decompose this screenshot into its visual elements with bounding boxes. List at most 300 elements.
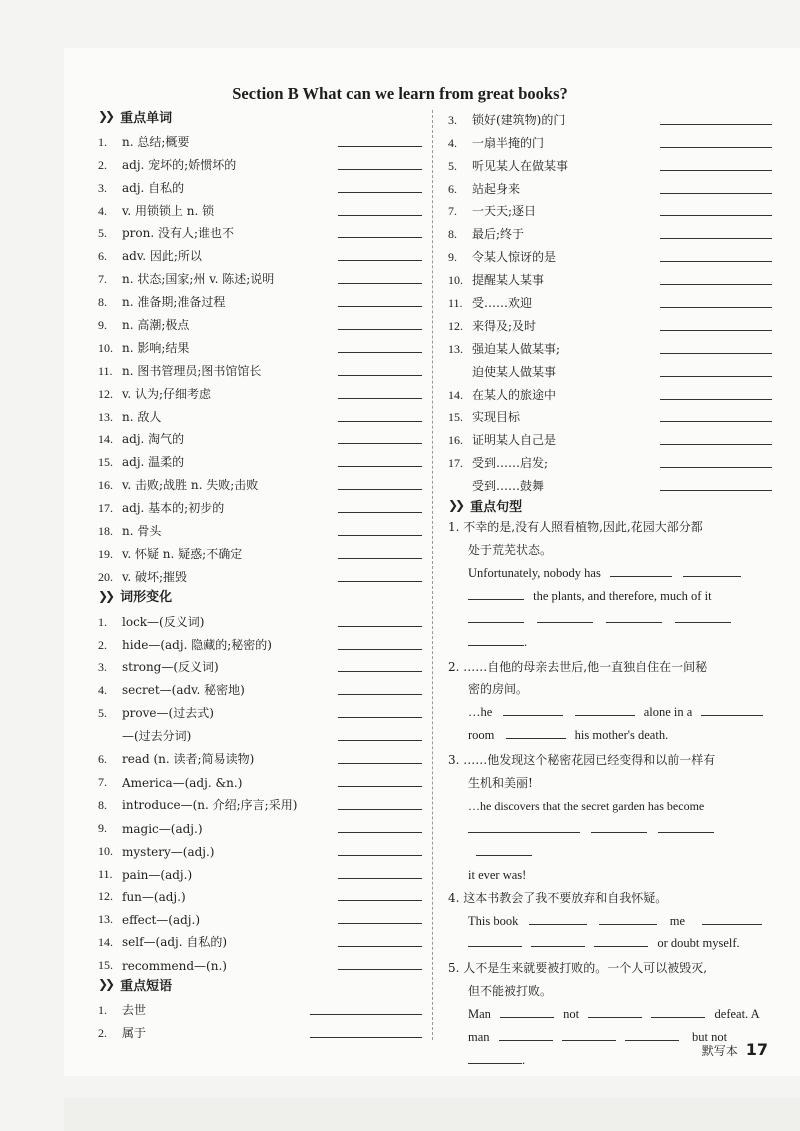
answer-blank[interactable] [338,453,422,467]
vocab-item [98,356,422,379]
item-number: 3. [448,112,457,127]
item-prompt: 锁好(建筑物)的门 [472,112,566,127]
vocab-item [98,264,422,287]
item-number: 10. [98,843,113,858]
form-item [98,653,422,676]
answer-blank[interactable] [468,821,580,833]
answer-blank[interactable] [660,317,772,331]
answer-blank[interactable] [338,408,422,422]
item-number: 3. [98,180,107,195]
answer-blank[interactable] [338,636,422,650]
vocab-item [98,562,422,585]
answer-blank[interactable] [338,727,422,741]
form-item [98,882,422,905]
item-prompt: n. 敌人 [122,409,162,424]
answer-blank[interactable] [701,704,763,716]
form-item [98,950,422,973]
item-prompt: n. 状态;国家;州 v. 陈述;说明 [122,272,275,287]
phrases-list-left [98,995,422,1041]
answer-blank[interactable] [338,270,422,284]
item-prompt: 迫使某人做某事 [472,364,557,379]
item-prompt: v. 怀疑 n. 疑惑;不确定 [122,546,243,561]
answer-blank[interactable] [675,611,731,623]
item-prompt: 提醒某人某事 [472,273,545,288]
item-prompt: 在某人的旅途中 [472,387,557,402]
item-number: 9. [98,318,107,333]
item-prompt: adj. 自私的 [122,180,185,195]
vocab-item [98,219,422,242]
double-chevron-icon: ❯❯ [448,498,463,513]
sentence-en: This book [468,913,519,928]
phrase-item [448,151,772,174]
phrases-list-right [448,105,772,494]
item-number: 14. [98,935,113,950]
phrase-item [448,311,772,334]
item-prompt: pron. 没有人;谁也不 [122,226,235,241]
sentence-zh: 3. ……他发现这个秘密花园已经变得和以前一样有 [448,753,716,768]
answer-blank[interactable] [606,611,662,623]
answer-blank[interactable] [660,202,772,216]
vocab-item [98,516,422,539]
answer-blank[interactable] [562,1029,616,1041]
form-item [98,836,422,859]
sentence-en: man [468,1030,490,1045]
item-prompt: lock—(反义词) [122,614,205,629]
vocab-item [98,333,422,356]
item-prompt: n. 骨头 [122,524,162,539]
answer-blank[interactable] [338,750,422,764]
page-title: Section B What can we learn from great books? [232,84,568,103]
answer-blank[interactable] [338,179,422,193]
answer-blank[interactable] [658,821,714,833]
answer-blank[interactable] [338,796,422,810]
phrase-item [448,174,772,197]
answer-blank[interactable] [338,704,422,718]
vocab-item [98,241,422,264]
answer-blank[interactable] [468,634,524,646]
item-prompt: adj. 温柔的 [122,455,185,470]
item-number: 1. [98,614,107,629]
phrase-item [448,380,772,403]
vocab-item [98,310,422,333]
item-prompt: n. 总结;概要 [122,134,190,149]
item-number: 18. [98,524,113,539]
form-item [98,767,422,790]
sentence-zh: 5. 人不是生来就要被打败的。一个人可以被毁灭, [448,961,708,976]
item-prompt: n. 影响;结果 [122,340,190,355]
item-prompt: 令某人惊讶的是 [472,250,557,265]
sentence-zh: 生机和美丽! [468,776,533,791]
page-footer [702,1040,768,1059]
section-header-forms [98,585,422,607]
answer-blank[interactable] [660,294,772,308]
item-prompt: 实现目标 [472,410,521,425]
item-prompt: n. 高潮;极点 [122,318,190,333]
answer-blank[interactable] [651,1006,705,1018]
answer-blank[interactable] [499,1029,553,1041]
answer-blank[interactable] [338,133,422,147]
sentence-en: …he discovers that the secret garden has become [468,799,705,814]
item-number: 4. [98,683,107,698]
sentence-2 [448,656,772,748]
vocab-item [98,287,422,310]
answer-blank[interactable] [338,430,422,444]
vocab-item [98,127,422,150]
item-prompt: pain—(adj.) [122,867,193,882]
item-prompt: effect—(adj.) [122,913,201,928]
item-prompt: v. 认为;仔细考虑 [122,386,212,401]
answer-blank[interactable] [660,386,772,400]
sentence-en: or doubt myself. [657,936,740,951]
sentence-en: it ever was! [468,867,527,882]
answer-blank[interactable] [338,156,422,170]
item-number: 10. [98,340,113,355]
sentence-en: alone in a [643,705,693,720]
item-prompt: 强迫某人做某事; [472,341,561,356]
item-prompt: 来得及;及时 [472,318,537,333]
item-number: 11. [448,296,463,311]
form-item [98,744,422,767]
form-item [98,607,422,630]
answer-blank[interactable] [610,565,672,577]
item-number: 6. [98,249,107,264]
item-prompt: 属于 [122,1025,147,1040]
sentence-zh: 4. 这本书教会了我不要放弃和自我怀疑。 [448,890,668,905]
item-number: 14. [448,387,463,402]
answer-blank[interactable] [338,202,422,216]
answer-blank[interactable] [575,704,635,716]
answer-blank[interactable] [537,611,593,623]
sentence-en: room [468,728,495,743]
item-prompt: magic—(adj.) [122,821,203,836]
phrase-item [448,288,772,311]
footer-label: 默写本 [701,1044,738,1058]
phrase-item [448,242,772,265]
item-number: 10. [448,273,463,288]
column-divider [432,110,433,1040]
vocab-list [98,127,422,585]
item-number: 16. [448,433,463,448]
item-prompt: 受到……启发; [472,456,549,471]
vocab-item [98,173,422,196]
phrase-item [448,448,772,471]
answer-blank[interactable] [500,1006,554,1018]
form-item [98,630,422,653]
section-header-vocab [98,105,422,127]
section-title: 重点短语 [120,978,173,994]
sentence-en: but not [692,1030,728,1045]
item-number: 5. [448,158,457,173]
item-number: 7. [98,272,107,287]
item-number: 5. [98,226,107,241]
answer-blank[interactable] [338,293,422,307]
sentence-en: Man [468,1007,491,1022]
answer-blank[interactable] [660,340,772,354]
sentence-en: the plants, and therefore, much of it [533,588,712,603]
phrase-item [98,995,422,1018]
item-prompt: 一扇半掩的门 [472,135,545,150]
form-item [98,721,422,744]
item-prompt: n. 图书管理员;图书馆馆长 [122,363,262,378]
sentence-en: not [563,1007,580,1022]
answer-blank[interactable] [468,588,524,600]
item-prompt: America—(adj. &n.) [122,775,243,790]
vocab-item [98,425,422,448]
item-prompt: adj. 淘气的 [122,432,185,447]
answer-blank[interactable] [476,844,532,856]
answer-blank[interactable] [338,316,422,330]
item-number: 9. [448,250,457,265]
form-item [98,904,422,927]
vocab-item [98,493,422,516]
answer-blank[interactable] [660,111,772,125]
phrase-item [448,265,772,288]
form-item [98,675,422,698]
item-number: 5. [98,706,107,721]
form-item [98,927,422,950]
item-prompt: adj. 基本的;初步的 [122,501,225,516]
vocab-item [98,150,422,173]
item-prompt: 一天天;逐日 [472,204,537,219]
answer-blank[interactable] [529,913,587,925]
answer-blank[interactable] [588,1006,642,1018]
item-prompt: read (n. 读者;简易读物) [122,752,255,767]
item-number: 2. [98,1025,107,1040]
answer-blank[interactable] [660,271,772,285]
item-prompt: introduce—(n. 介绍;序言;采用) [122,797,298,812]
sentence-en: me [669,913,686,928]
item-number: 20. [98,569,113,584]
item-prompt: 最后;终于 [472,227,525,242]
item-number: 13. [98,409,113,424]
answer-blank[interactable] [338,476,422,490]
item-prompt: fun—(adj.) [122,890,186,905]
double-chevron-icon: ❯❯ [98,109,113,123]
phrase-item [448,105,772,128]
phrase-item [448,197,772,220]
item-number: 17. [448,456,463,471]
item-prompt: 去世 [122,1002,147,1017]
item-prompt: 受……欢迎 [472,296,533,311]
answer-blank[interactable] [506,727,566,739]
item-number: 19. [98,546,113,561]
phrase-item [448,334,772,357]
vocab-item [98,379,422,402]
sentence-3 [448,749,772,886]
answer-blank[interactable] [503,704,563,716]
item-prompt: hide—(adj. 隐藏的;秘密的) [122,637,272,652]
item-number: 6. [448,181,457,196]
item-number: 1. [98,134,107,149]
answer-blank[interactable] [660,408,772,422]
item-number: 1. [98,1002,107,1017]
item-number: 8. [98,797,107,812]
section-title: 词形变化 [120,590,173,606]
item-number: 15. [98,958,113,973]
left-column [98,105,422,1041]
forms-list [98,607,422,973]
item-prompt: n. 准备期;准备过程 [122,295,226,310]
item-number: 7. [98,774,107,789]
answer-blank[interactable] [338,773,422,787]
answer-blank[interactable] [338,522,422,536]
right-column [448,105,772,1072]
double-chevron-icon: ❯❯ [98,588,113,603]
section-header-sentences [448,494,772,516]
phrase-item [448,128,772,151]
item-number: 15. [448,410,463,425]
answer-blank[interactable] [338,933,422,947]
sentence-1: 1. 不幸的是,没有人照看植物,因此,花园大部分都 处于荒芜状态。 Unfortunately, nobody has the plants, and therefore, much of it . [448,516,772,653]
answer-blank[interactable] [468,1052,522,1064]
sentence-zh: 但不能被打败。 [468,984,553,999]
sentence-en: …he [468,705,493,720]
item-prompt: —(过去分词) [122,729,192,744]
sentence-5: 5. 人不是生来就要被打败的。一个人可以被毁灭, 但不能被打败。 Man not defeat. A man but not . [448,957,772,1072]
answer-blank[interactable] [338,499,422,513]
item-prompt: recommend—(n.) [122,959,227,974]
item-number: 11. [98,866,113,881]
section-title: 重点单词 [120,110,173,126]
bottom-margin-strip [64,1098,800,1131]
item-number: 4. [98,203,107,218]
answer-blank[interactable] [338,545,422,559]
item-number: 12. [98,386,113,401]
answer-blank[interactable] [660,454,772,468]
item-prompt: 受到……鼓舞 [472,479,545,494]
answer-blank[interactable] [594,935,648,947]
item-number: 13. [448,341,463,356]
answer-blank[interactable] [338,956,422,970]
item-number: 2. [98,157,107,172]
item-number: 16. [98,478,113,493]
item-number: 7. [448,204,457,219]
answer-blank[interactable] [660,363,772,377]
answer-blank[interactable] [338,887,422,901]
answer-blank[interactable] [591,821,647,833]
item-prompt: self—(adj. 自私的) [122,935,228,950]
answer-blank[interactable] [338,658,422,672]
answer-blank[interactable] [338,247,422,261]
item-prompt: 站起身来 [472,181,521,196]
vocab-item [98,196,422,219]
section-title: 重点句型 [470,499,523,515]
answer-blank[interactable] [702,913,762,925]
answer-blank[interactable] [660,477,772,491]
item-number: 6. [98,752,107,767]
sentence-zh: 密的房间。 [468,682,529,697]
phrase-item [448,425,772,448]
phrase-item [448,471,772,494]
form-item [98,813,422,836]
item-prompt: v. 击败;战胜 n. 失败;击败 [122,478,259,493]
item-number: 4. [448,135,457,150]
sentence-4 [448,887,772,956]
vocab-item [98,402,422,425]
item-prompt: adj. 宠坏的;娇惯坏的 [122,157,237,172]
answer-blank[interactable] [338,224,422,238]
answer-blank[interactable] [660,180,772,194]
item-prompt: 证明某人自己是 [472,433,557,448]
answer-blank[interactable] [338,842,422,856]
answer-blank[interactable] [660,134,772,148]
answer-blank[interactable] [338,613,422,627]
item-number: 17. [98,501,113,516]
item-prompt: v. 用锁锁上 n. 锁 [122,203,215,218]
item-number: 11. [98,363,113,378]
answer-blank[interactable] [338,362,422,376]
answer-blank[interactable] [660,157,772,171]
item-number: 15. [98,455,113,470]
item-number: 14. [98,432,113,447]
answer-blank[interactable] [310,1024,422,1038]
vocab-item [98,447,422,470]
answer-blank[interactable] [683,565,741,577]
sentence-en: Unfortunately, nobody has [468,565,601,580]
sentence-en: defeat. A [714,1007,760,1022]
item-number: 13. [98,912,113,927]
answer-blank[interactable] [338,865,422,879]
phrase-item [448,219,772,242]
answer-blank[interactable] [338,910,422,924]
item-number: 8. [448,227,457,242]
answer-blank[interactable] [338,819,422,833]
sentence-zh: 1. 不幸的是,没有人照看植物,因此,花园大部分都 [448,520,703,535]
item-number: 3. [98,660,107,675]
item-prompt: adv. 因此;所以 [122,249,202,264]
sentence-zh: 2. ……自他的母亲去世后,他一直独自住在一间秘 [448,659,708,674]
answer-blank[interactable] [338,385,422,399]
phrase-item [448,357,772,380]
item-number: 12. [98,889,113,904]
answer-blank[interactable] [660,431,772,445]
answer-blank[interactable] [338,339,422,353]
answer-blank[interactable] [310,1001,422,1015]
form-item [98,698,422,721]
answer-blank[interactable] [599,913,657,925]
answer-blank[interactable] [660,248,772,262]
item-prompt: mystery—(adj.) [122,844,215,859]
item-number: 2. [98,637,107,652]
answer-blank[interactable] [468,935,522,947]
section-header-phrases [98,973,422,995]
page-number: 17 [745,1040,768,1059]
answer-blank[interactable] [338,568,422,582]
answer-blank[interactable] [468,611,524,623]
phrase-item [448,403,772,426]
form-item [98,859,422,882]
item-prompt: secret—(adv. 秘密地) [122,683,245,698]
answer-blank[interactable] [660,225,772,239]
phrase-item [98,1018,422,1041]
answer-blank[interactable] [625,1029,679,1041]
vocab-item [98,539,422,562]
answer-blank[interactable] [338,681,422,695]
item-number: 9. [98,820,107,835]
item-number: 12. [448,318,463,333]
item-number: 8. [98,295,107,310]
form-item [98,790,422,813]
item-prompt: v. 破坏;摧毁 [122,569,188,584]
double-chevron-icon: ❯❯ [98,977,113,992]
sentence-zh: 处于荒芜状态。 [468,543,553,558]
sentence-en: his mother's death. [574,728,669,743]
item-prompt: strong—(反义词) [122,660,219,675]
answer-blank[interactable] [531,935,585,947]
vocab-item [98,470,422,493]
item-prompt: 听见某人在做某事 [472,158,569,173]
item-prompt: prove—(过去式) [122,706,214,721]
